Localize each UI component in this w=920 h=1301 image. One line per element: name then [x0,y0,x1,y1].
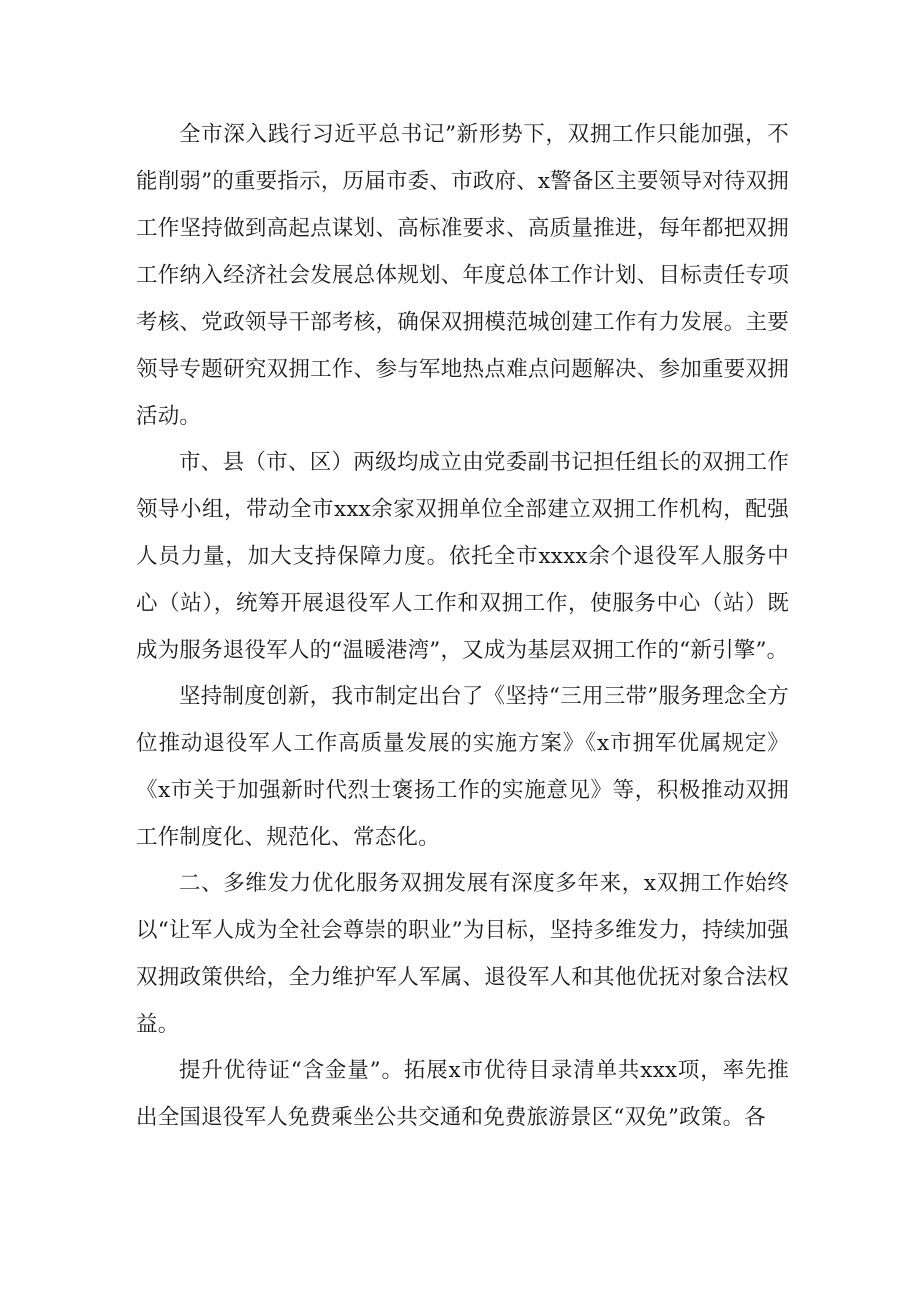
paragraph-preferential-certificate: 提升优待证“含金量”。拓展x市优待目录清单共xxx项，率先推出全国退役军人免费乘坐公共交通和免费旅游景区“双免”政策。各 [136,1058,789,1130]
paragraph-organization-structure: 市、县（市、区）两级均成立由党委副书记担任组长的双拥工作领导小组，带动全市xxx余家双拥单位全部建立双拥工作机构，配强人员力量，加大支持保障力度。依托全市xxxx余个退役军人服务中心（站），统筹开展退役军人工作和双拥工作，使服务中心（站）既成为服务退役军人的“温暖港湾”，又成为基层双拥工作的“新引擎”。 [136,450,789,663]
paragraph-institutional-innovation: 坚持制度创新，我市制定出台了《坚持“三用三带”服务理念全方位推动退役军人工作高质量发展的实施方案》《x市拥军优属规定》《x市关于加强新时代烈士褒扬工作的实施意见》等，积极推动双拥工作制度化、规范化、常态化。 [136,684,789,850]
paragraph-section-two-heading: 二、多维发力优化服务双拥发展有深度多年来，x双拥工作始终以“让军人成为全社会尊崇的职业”为目标，坚持多维发力，持续加强双拥政策供给，全力维护军人军属、退役军人和其他优抚对象合法权益。 [136,871,789,1037]
paragraph-leadership-commitment: 全市深入践行习近平总书记”新形势下，双拥工作只能加强，不能削弱”的重要指示，历届市委、市政府、x警备区主要领导对待双拥工作坚持做到高起点谋划、高标准要求、高质量推进，每年都把双拥工作纳入经济社会发展总体规划、年度总体工作计划、目标责任专项考核、党政领导干部考核，确保双拥模范城创建工作有力发展。主要领导专题研究双拥工作、参与军地热点难点问题解决、参加重要双拥活动。 [136,122,789,429]
